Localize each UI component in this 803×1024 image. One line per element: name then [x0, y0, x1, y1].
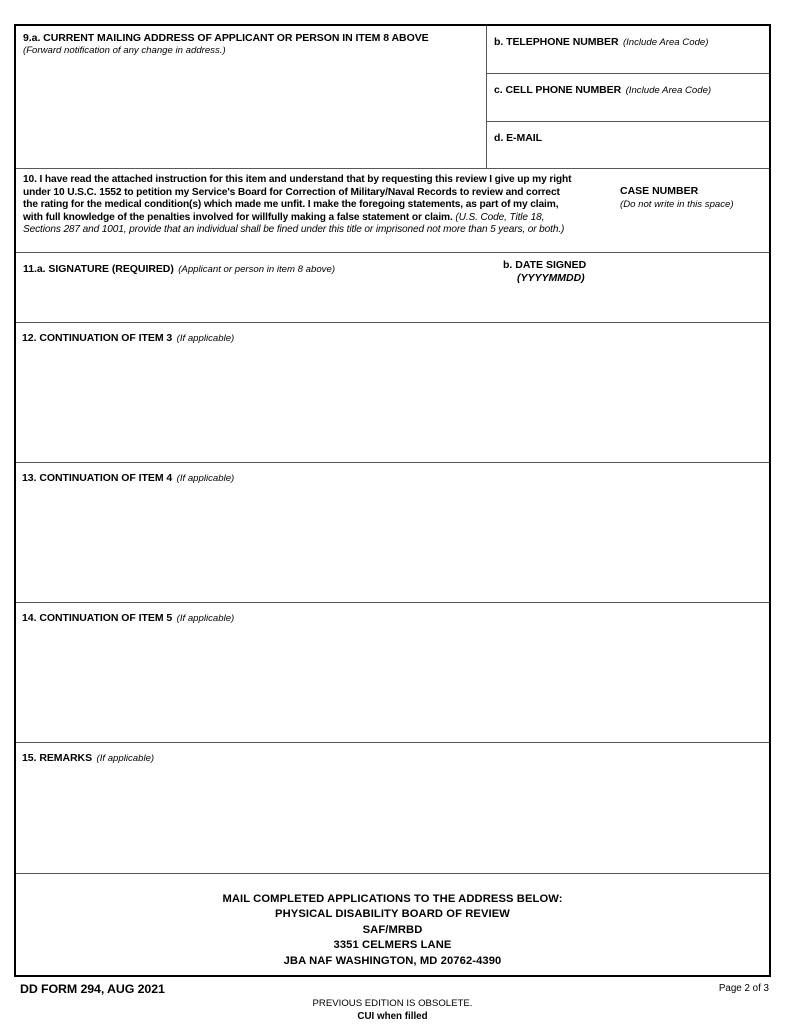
statement-line-5-italic: Sections 287 and 1001, provide that an individual shall be fined under this title or imprisoned not more than 5 years, or both.) [23, 224, 565, 236]
statement-line-2: under 10 U.S.C. 1552 to petition my Service's Board for Correction of Military/Naval Records to review and correct [23, 186, 560, 198]
label-case-number-sub: (Do not write in this space) [620, 199, 734, 210]
label-case-number: CASE NUMBER [620, 185, 699, 197]
label-11a: 11.a. SIGNATURE (REQUIRED) [23, 263, 174, 275]
field-date-signed[interactable] [503, 259, 586, 285]
label-9c-sub: (Include Area Code) [625, 85, 712, 97]
field-email[interactable] [487, 121, 769, 168]
label-9d: d. E-MAIL [494, 131, 542, 144]
label-14: 14. CONTINUATION OF ITEM 5 [22, 612, 173, 624]
mailing-line-1: MAIL COMPLETED APPLICATIONS TO THE ADDRESS BELOW: [222, 893, 563, 905]
field-continuation-item-3[interactable] [16, 322, 769, 462]
page-footer [14, 982, 771, 1024]
label-13-sub: (If applicable) [176, 473, 235, 484]
mailing-line-5: JBA NAF WASHINGTON, MD 20762-4390 [283, 954, 502, 967]
cui-marking: CUI when filled [357, 1011, 428, 1022]
label-13: 13. CONTINUATION OF ITEM 4 [22, 472, 173, 484]
label-15-sub: (If applicable) [96, 753, 155, 764]
statement-line-1: 10. I have read the attached instruction for this item and understand that by requesting this review I give up my right [23, 174, 572, 185]
field-continuation-item-4[interactable] [16, 462, 769, 602]
row-item-10 [16, 168, 769, 252]
field-continuation-item-5[interactable] [16, 602, 769, 742]
label-11b-format: (YYYYMMDD) [517, 272, 585, 284]
field-case-number [612, 169, 769, 252]
statement-line-3: the rating for the medical condition(s) which made me unfit. I make the foregoing statements, as part of my claim, [23, 199, 559, 211]
label-12-sub: (If applicable) [176, 333, 235, 344]
label-12: 12. CONTINUATION OF ITEM 3 [22, 332, 173, 344]
form-identifier: DD FORM 294, AUG 2021 [20, 982, 165, 996]
field-cell-phone-number[interactable] [487, 73, 769, 120]
contact-column [486, 26, 769, 168]
label-9a-sub: (Forward notification of any change in address.) [23, 45, 226, 56]
statement-line-4-italic: (U.S. Code, Title 18, [455, 211, 545, 223]
mailing-line-3: SAF/MRBD [362, 923, 423, 936]
field-signature[interactable] [23, 259, 335, 277]
field-remarks[interactable] [16, 742, 769, 873]
previous-edition-notice: PREVIOUS EDITION IS OBSOLETE. [312, 998, 473, 1009]
field-telephone-number[interactable] [487, 26, 769, 73]
mailing-line-4: 3351 CELMERS LANE [333, 939, 452, 952]
mailing-address-block [16, 873, 769, 979]
statement-line-4: with full knowledge of the penalties involved for willfully making a false statement or claim. [23, 211, 453, 223]
label-11a-sub: (Applicant or person in item 8 above) [178, 264, 336, 275]
certification-statement [16, 169, 612, 252]
label-9c: c. CELL PHONE NUMBER [494, 84, 622, 97]
label-14-sub: (If applicable) [176, 613, 235, 624]
row-item-9 [16, 26, 769, 168]
field-mailing-address[interactable] [16, 26, 486, 168]
page-number: Page 2 of 3 [718, 983, 769, 994]
label-9a: 9.a. CURRENT MAILING ADDRESS OF APPLICANT OR PERSON IN ITEM 8 ABOVE [23, 32, 429, 44]
label-9b: b. TELEPHONE NUMBER [494, 36, 619, 48]
label-9b-sub: (Include Area Code) [622, 37, 709, 48]
row-item-11 [16, 252, 769, 322]
form-table [14, 24, 771, 977]
label-15: 15. REMARKS [22, 752, 93, 764]
mailing-line-2: PHYSICAL DISABILITY BOARD OF REVIEW [275, 908, 510, 921]
label-11b: b. DATE SIGNED [503, 259, 587, 271]
